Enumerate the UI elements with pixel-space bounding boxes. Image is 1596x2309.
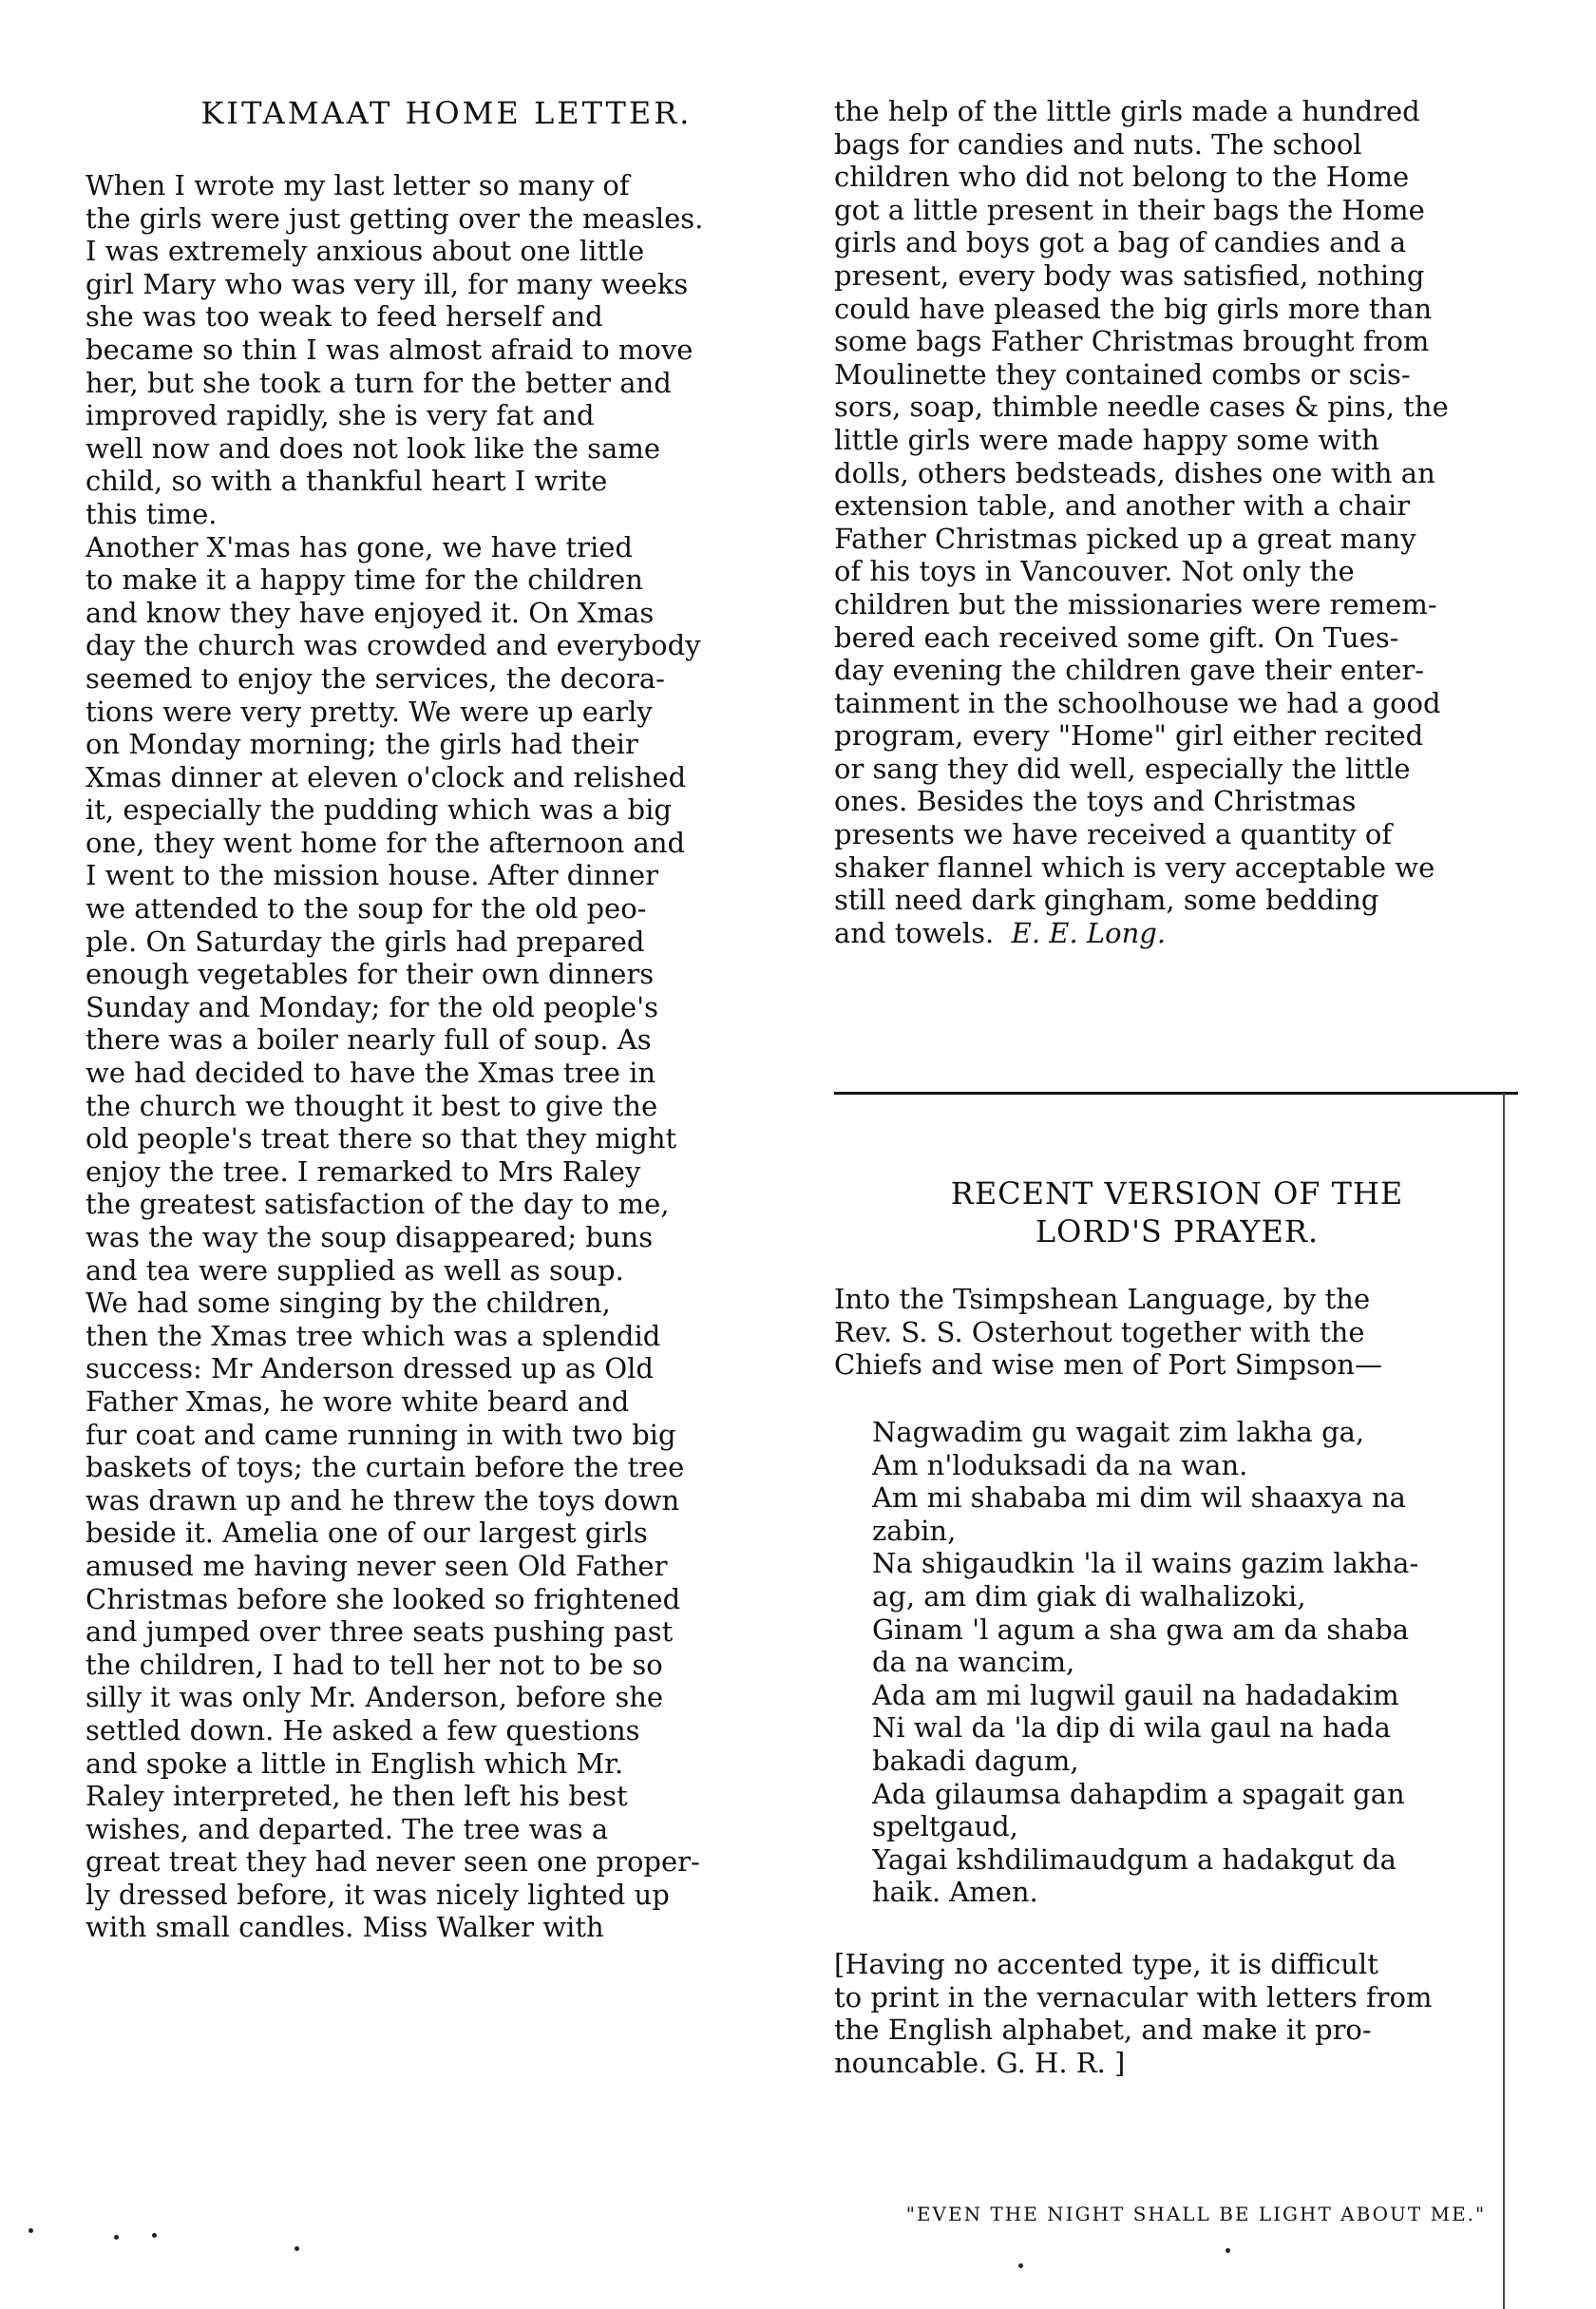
text-line: day evening the children gave their enter-: [834, 654, 1425, 687]
text-line: ly dressed before, it was nicely lighted up: [86, 1878, 670, 1911]
prayer-line: bakadi dagum,: [872, 1744, 1079, 1777]
text-line: Moulinette they contained combs or scis-: [834, 357, 1411, 391]
text-line: beside it. Amelia one of our largest girls: [86, 1517, 648, 1550]
text-line: improved rapidly, she is very fat and: [86, 399, 595, 432]
text-line: ple. On Saturday the girls had prepared: [86, 925, 645, 958]
text-line: of his toys in Vancouver. Not only the: [834, 555, 1355, 588]
prayer-intro: [834, 1283, 1520, 1382]
note-line: [Having no accented type, it is difficult: [834, 1948, 1378, 1980]
text-line: still need dark gingham, some bedding: [834, 884, 1379, 917]
text-line: and tea were supplied as well as soup.: [86, 1253, 624, 1287]
prayer-line: Ada gilaumsa dahapdim a spagait gan: [872, 1777, 1405, 1810]
text-line: I was extremely anxious about one little: [86, 235, 645, 268]
text-line: girls and boys got a bag of candies and a: [834, 226, 1407, 259]
text-line: got a little present in their bags the Home: [834, 193, 1425, 226]
prayer-line: speltgaud,: [872, 1810, 1018, 1843]
text-line: success: Mr Anderson dressed up as Old: [86, 1352, 654, 1385]
text-line: little girls were made happy some with: [834, 423, 1379, 456]
prayer-line: Am mi shababa mi dim wil shaaxya na: [872, 1481, 1406, 1515]
text-line: extension table, and another with a chair: [834, 489, 1411, 523]
text-line: we had decided to have the Xmas tree in: [86, 1057, 656, 1090]
text-line: there was a boiler nearly full of soup. As: [86, 1023, 652, 1057]
text-line: the children, I had to tell her not to be so: [86, 1648, 663, 1681]
print-speck: [152, 2233, 157, 2238]
text-line: well now and does not look like the same: [86, 431, 661, 465]
text-line: her, but she took a turn for the better and: [86, 366, 672, 399]
text-line: the greatest satisfaction of the day to me,: [86, 1188, 670, 1221]
text-line: enjoy the tree. I remarked to Mrs Raley: [86, 1154, 641, 1188]
intro-line: Rev. S. S. Osterhout together with the: [834, 1315, 1365, 1348]
text-line: could have pleased the big girls more than: [834, 292, 1433, 325]
text-line: dolls, others bedsteads, dishes one with an: [834, 456, 1435, 489]
closing-text: and towels.: [834, 916, 995, 949]
prayer-line: Ni wal da 'la dip di wila gaul na hada: [872, 1711, 1391, 1745]
text-line: and know they have enjoyed it. On Xmas: [86, 596, 655, 629]
text-line: day the church was crowded and everybody: [86, 629, 701, 662]
text-line: enough vegetables for their own dinners: [86, 958, 655, 991]
text-line: the girls were just getting over the measles.: [86, 201, 704, 235]
article-title: KITAMAAT HOME LETTER.: [200, 95, 693, 131]
text-line: ones. Besides the toys and Christmas: [834, 785, 1357, 818]
text-line: Father Xmas, he wore white beard and: [86, 1384, 630, 1418]
prayer-line: Yagai kshdilimaudgum a hadakgut da: [872, 1842, 1396, 1876]
text-line: tainment in the schoolhouse we had a good: [834, 686, 1441, 719]
note-line: the English alphabet, and make it pro-: [834, 2013, 1372, 2047]
text-line: this time.: [86, 497, 218, 530]
text-line: some bags Father Christmas brought from: [834, 325, 1430, 358]
text-line: presents we have received a quantity of: [834, 818, 1393, 851]
signature: E. E. Long.: [1011, 916, 1167, 949]
text-line: it, especially the pudding which was a big: [86, 793, 672, 827]
text-line: on Monday morning; the girls had their: [86, 728, 638, 761]
intro-line: Chiefs and wise men of Port Simpson—: [834, 1348, 1382, 1382]
text-line: Raley interpreted, he then left his best: [86, 1780, 628, 1813]
text-line: Christmas before she looked so frightened: [86, 1582, 681, 1615]
text-line: seemed to enjoy the services, the decora-: [86, 661, 665, 695]
page-edge-border: [1503, 1093, 1516, 2309]
editor-note: [834, 1948, 1520, 2079]
prayer-line: ag, am dim giak di walhalizoki,: [872, 1579, 1306, 1612]
text-line: tions were very pretty. We were up early: [86, 695, 653, 728]
print-speck: [294, 2246, 299, 2251]
text-line: silly it was only Mr. Anderson, before she: [86, 1681, 664, 1714]
motto: "EVEN THE NIGHT SHALL BE LIGHT ABOUT ME.": [905, 2203, 1487, 2225]
text-line: Xmas dinner at eleven o'clock and relished: [86, 760, 687, 793]
text-line: children who did not belong to the Home: [834, 161, 1410, 194]
prayer-line: zabin,: [872, 1514, 957, 1547]
text-line: the church we thought it best to give the: [86, 1089, 658, 1122]
text-line: Sunday and Monday; for the old people's: [86, 990, 659, 1023]
text-line: girl Mary who was very ill, for many weeks: [86, 267, 689, 300]
text-line: we attended to the soup for the old peo-: [86, 892, 647, 926]
text-line: was the way the soup disappeared; buns: [86, 1221, 654, 1253]
text-line: old people's treat there so that they might: [86, 1122, 677, 1155]
article-body: [86, 169, 846, 1944]
prayer-heading-line-2: LORD'S PRAYER.: [1035, 1213, 1320, 1250]
print-speck: [1226, 2248, 1230, 2253]
prayer-line: Ginam 'l agum a sha gwa am da shaba: [872, 1612, 1410, 1646]
text-line: bags for candies and nuts. The school: [834, 127, 1362, 161]
text-line: shaker flannel which is very acceptable we: [834, 850, 1435, 884]
text-line: sors, soap, thimble needle cases & pins, the: [834, 391, 1449, 424]
text-line: Father Christmas picked up a great many: [834, 522, 1416, 555]
text-line: children but the missionaries were remem-: [834, 587, 1437, 620]
text-line: wishes, and departed. The tree was a: [86, 1812, 609, 1845]
note-line: nouncable. G. H. R. ]: [834, 2046, 1126, 2079]
text-line: she was too weak to feed herself and: [86, 300, 603, 334]
prayer-line: Nagwadim gu wagait zim lakha ga,: [872, 1416, 1365, 1448]
column-rule: [834, 1092, 1518, 1095]
note-line: to print in the vernacular with letters from: [834, 1980, 1433, 2013]
prayer-heading: [834, 1174, 1520, 1250]
prayer-line: Ada am mi lugwil gauil na hadadakim: [872, 1678, 1399, 1711]
text-line: settled down. He asked a few questions: [86, 1713, 640, 1746]
text-line: the help of the little girls made a hundred: [834, 95, 1420, 127]
text-line: I went to the mission house. After dinner: [86, 859, 658, 892]
text-line: one, they went home for the afternoon and: [86, 826, 686, 859]
prayer-line: da na wancim,: [872, 1646, 1075, 1679]
text-line: became so thin I was almost afraid to move: [86, 333, 694, 366]
text-line: When I wrote my last letter so many of: [86, 169, 630, 201]
text-line: to make it a happy time for the children: [86, 563, 643, 597]
text-line: child, so with a thankful heart I write: [86, 465, 608, 498]
text-line: was drawn up and he threw the toys down: [86, 1483, 680, 1517]
text-line: and jumped over three seats pushing past: [86, 1615, 674, 1649]
text-line: fur coat and came running in with two big: [86, 1418, 676, 1451]
print-speck: [1018, 2263, 1023, 2268]
text-line: great treat they had never seen one proper-: [86, 1845, 700, 1879]
text-line: baskets of toys; the curtain before the tree: [86, 1451, 685, 1484]
text-line: and spoke a little in English which Mr.: [86, 1746, 624, 1780]
prayer-line: Am n'loduksadi da na wan.: [872, 1448, 1248, 1481]
text-line: program, every "Home" girl either recited: [834, 719, 1424, 753]
closing-line: [834, 917, 1520, 950]
text-line: Another X'mas has gone, we have tried: [86, 530, 633, 563]
text-line: or sang they did well, especially the little: [834, 752, 1411, 785]
intro-line: Into the Tsimpshean Language, by the: [834, 1283, 1371, 1315]
text-line: We had some singing by the children,: [86, 1287, 611, 1320]
text-line: amused me having never seen Old Father: [86, 1549, 668, 1582]
prayer-line: Na shigaudkin 'la il wains gazim lakha-: [872, 1547, 1419, 1580]
article-continuation: [834, 95, 1520, 949]
prayer-line: haik. Amen.: [872, 1876, 1038, 1909]
text-line: with small candles. Miss Walker with: [86, 1911, 604, 1944]
text-line: then the Xmas tree which was a splendid: [86, 1319, 661, 1352]
text-line: present, every body was satisfied, nothing: [834, 258, 1425, 292]
prayer-heading-line-1: RECENT VERSION OF THE: [950, 1175, 1404, 1212]
print-speck: [28, 2228, 33, 2233]
prayer-text: [872, 1416, 1520, 1909]
print-speck: [114, 2235, 119, 2240]
text-line: bered each received some gift. On Tues-: [834, 620, 1399, 654]
